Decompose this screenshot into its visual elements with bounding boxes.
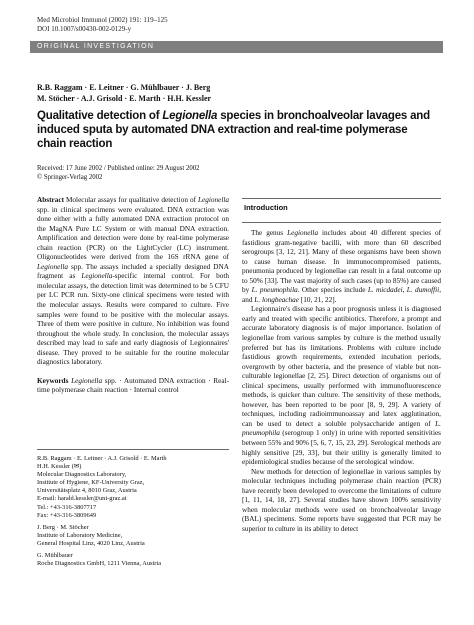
abstract-text: spp. The assays included a specially designed DNA fragment as	[37, 262, 229, 281]
genus-name: Legionella	[81, 272, 113, 281]
title-genus: Legionella	[162, 110, 218, 122]
email-line: E-mail: harald.kessler@uni-graz.at	[37, 495, 127, 503]
title-text: species in bronchoalveolar lavages and induced sputa by automated DNA extraction and real-time polymerase chain reaction	[37, 110, 430, 150]
text-run: ,	[402, 286, 407, 295]
article-title	[37, 109, 437, 151]
address-line: R.B. Raggam · E. Leitner · A.J. Grisold · E. Marth	[37, 455, 167, 462]
author-line: M. Stöcher · A.J. Grisold · E. Marth · H.H. Kessler	[37, 93, 212, 103]
footnote-divider	[37, 449, 229, 450]
paragraph	[242, 229, 441, 305]
text-run: includes about 40 different species of fastidious gram-negative bacilli, with more than 60 described serogroups [3, 12, 21]. Many of these organisms have been shown to cause human disease. In immunocompromised patients, pneumonia produced by legionellae can result in a fatal outcome up to 50% [33]. The vast majority of such cases (up to 85%) are caused by	[242, 229, 441, 295]
section-rule	[242, 222, 441, 223]
paragraph: New methods for detection of legionellae in various samples by molecular techniques including polymerase chain reaction (PCR) have recently been developed to overcome the limitations of culture [1, 11, 14, 18, 27]. Several studies have shown 100% sensitivity when molecular methods were used on bronchoalveolar lavage (BAL) specimens. Some reports have suggested that PCR may be superior to culture in its ability to detect	[242, 467, 441, 533]
text-run: , and	[242, 286, 441, 304]
address-block	[37, 552, 237, 568]
address-block	[37, 455, 237, 520]
address-line: G. Mühlbauer	[37, 552, 73, 560]
title-text: Qualitative detection of	[37, 110, 163, 122]
address-line: General Hospital Linz, 4020 Linz, Austria	[37, 539, 145, 547]
address-line: J. Berg · M. Stöcher	[37, 523, 89, 531]
species-name: L. longbeachae	[254, 295, 299, 304]
text-run: . Other species include	[297, 286, 368, 295]
address-block	[37, 524, 237, 548]
article-type-banner: ORIGINAL INVESTIGATION	[30, 41, 443, 53]
keywords-heading: Keywords	[37, 376, 69, 385]
text-run: The genus	[251, 229, 288, 237]
genus-name: Legionella	[37, 262, 69, 271]
paragraph	[242, 305, 441, 467]
received-date: Received: 17 June 2002 / Published online: 29 August 2002	[37, 165, 200, 172]
text-run: [10, 21, 22].	[298, 295, 337, 304]
genus-name: Legionella	[71, 376, 103, 385]
abstract	[37, 196, 229, 368]
species-name: L. pneumophila	[242, 419, 441, 438]
abstract-heading: Abstract	[37, 196, 64, 204]
left-column	[37, 196, 229, 396]
abstract-text: spp. in clinical specimens were evaluated. DNA extraction was done either with a fully automated DNA extraction protocol on the MagNA Pure LC System or with manual DNA extraction. Amplification and detection were done by real-time polymerase chain reaction (PCR) on the LightCycler (LC) instrument. Oligonucleotides were derived from the 16S rRNA gene of	[37, 205, 229, 262]
keywords-text: spp. · Automated DNA extraction · Real-time polymerase chain reaction · Internal control	[37, 376, 230, 395]
abstract-text: -specific internal control. For both molecular assays, the detection limit was determined to be 5 CFU per LC PCR run. Sixty-one clinical specimens were tested with the molecular assays. Results were compared to culture. Five samples were found to be positive with the molecular assays. Three of them were positive in culture. No inhibition was found throughout the whole study. In conclusion, the molecular assays described may lead to safe and early diagnosis of Legionnaires' disease. They proved to be suitable for the routine molecular diagnostics laboratory.	[37, 272, 229, 367]
fax-line: Fax: +43-316-3809649	[37, 511, 97, 519]
address-line: Molecular Diagnostics Laboratory,	[37, 471, 127, 479]
journal-citation-line: Med Microbiol Immunol (2002) 191: 119–125	[37, 16, 168, 24]
section-rule	[242, 198, 441, 199]
keywords	[37, 377, 229, 396]
address-line: Institute of Laboratory Medicine,	[37, 531, 123, 539]
author-line: R.B. Raggam · E. Leitner · G. Mühlbauer · J. Berg	[37, 83, 211, 92]
copyright-line: © Springer-Verlag 2002	[37, 173, 103, 181]
doi-line: DOI 10.1007/s00430-002-0129-y	[37, 25, 132, 33]
genus-name: Legionella	[197, 196, 229, 204]
species-name: L. dumoffii	[406, 286, 440, 295]
address-line: H.H. Kessler (✉)	[37, 463, 82, 471]
text-run: (serogroup 1 only) in urine with reported sensitivities between 55% and 90% [5, 6, 7, 15, 23, 29]. Serological methods are highly sensitive [29, 33], but their utility is generally limited to epidemiological studies because of the serological window.	[242, 429, 441, 467]
genus-name: Legionella	[287, 229, 319, 237]
publication-dates	[37, 165, 200, 182]
phone-line: Tel.: +43-316-3807717	[37, 503, 97, 511]
introduction-heading: Introduction	[244, 203, 288, 212]
address-line: Universitätsplatz 4, 8010 Graz, Austria	[37, 487, 137, 495]
introduction-body	[242, 229, 441, 535]
journal-citation	[37, 16, 168, 34]
species-name: L. pneumophila	[251, 286, 298, 295]
text-run: Legionnaire's disease has a poor prognosis unless it is diagnosed early and treated with specific antibiotics. Therefore, a prompt and accurate laboratory diagnosis is of major importance. Isolation of legionellae from various samples by culture is the method usually preferred but has its limitations. Problems with culture include fastidious growth requirements, extended incubation periods, overgrowth by other bacteria, and the presence of viable but non-culturable legionellae [2, 25]. Direct detection of organisms out of clinical specimens, usually performed with immunofluorescence methods, is quicker than culture. The sensitivity of these methods, however, has been reported to be poor [8, 9, 29]. A variety of techniques, including radioimmunoassay and latex agglutination, can be used to detect a soluble polysaccharide antigen of	[242, 305, 441, 428]
address-line: Institute of Hygiene, KF-University Graz,	[37, 479, 145, 487]
address-line: Roche Diagnostics GmbH, 1211 Vienna, Austria	[37, 560, 162, 568]
author-list	[37, 83, 417, 104]
abstract-text: Molecular assays for qualitative detection of	[63, 196, 198, 204]
author-addresses	[37, 455, 237, 572]
species-name: L. micdadei	[367, 286, 403, 295]
